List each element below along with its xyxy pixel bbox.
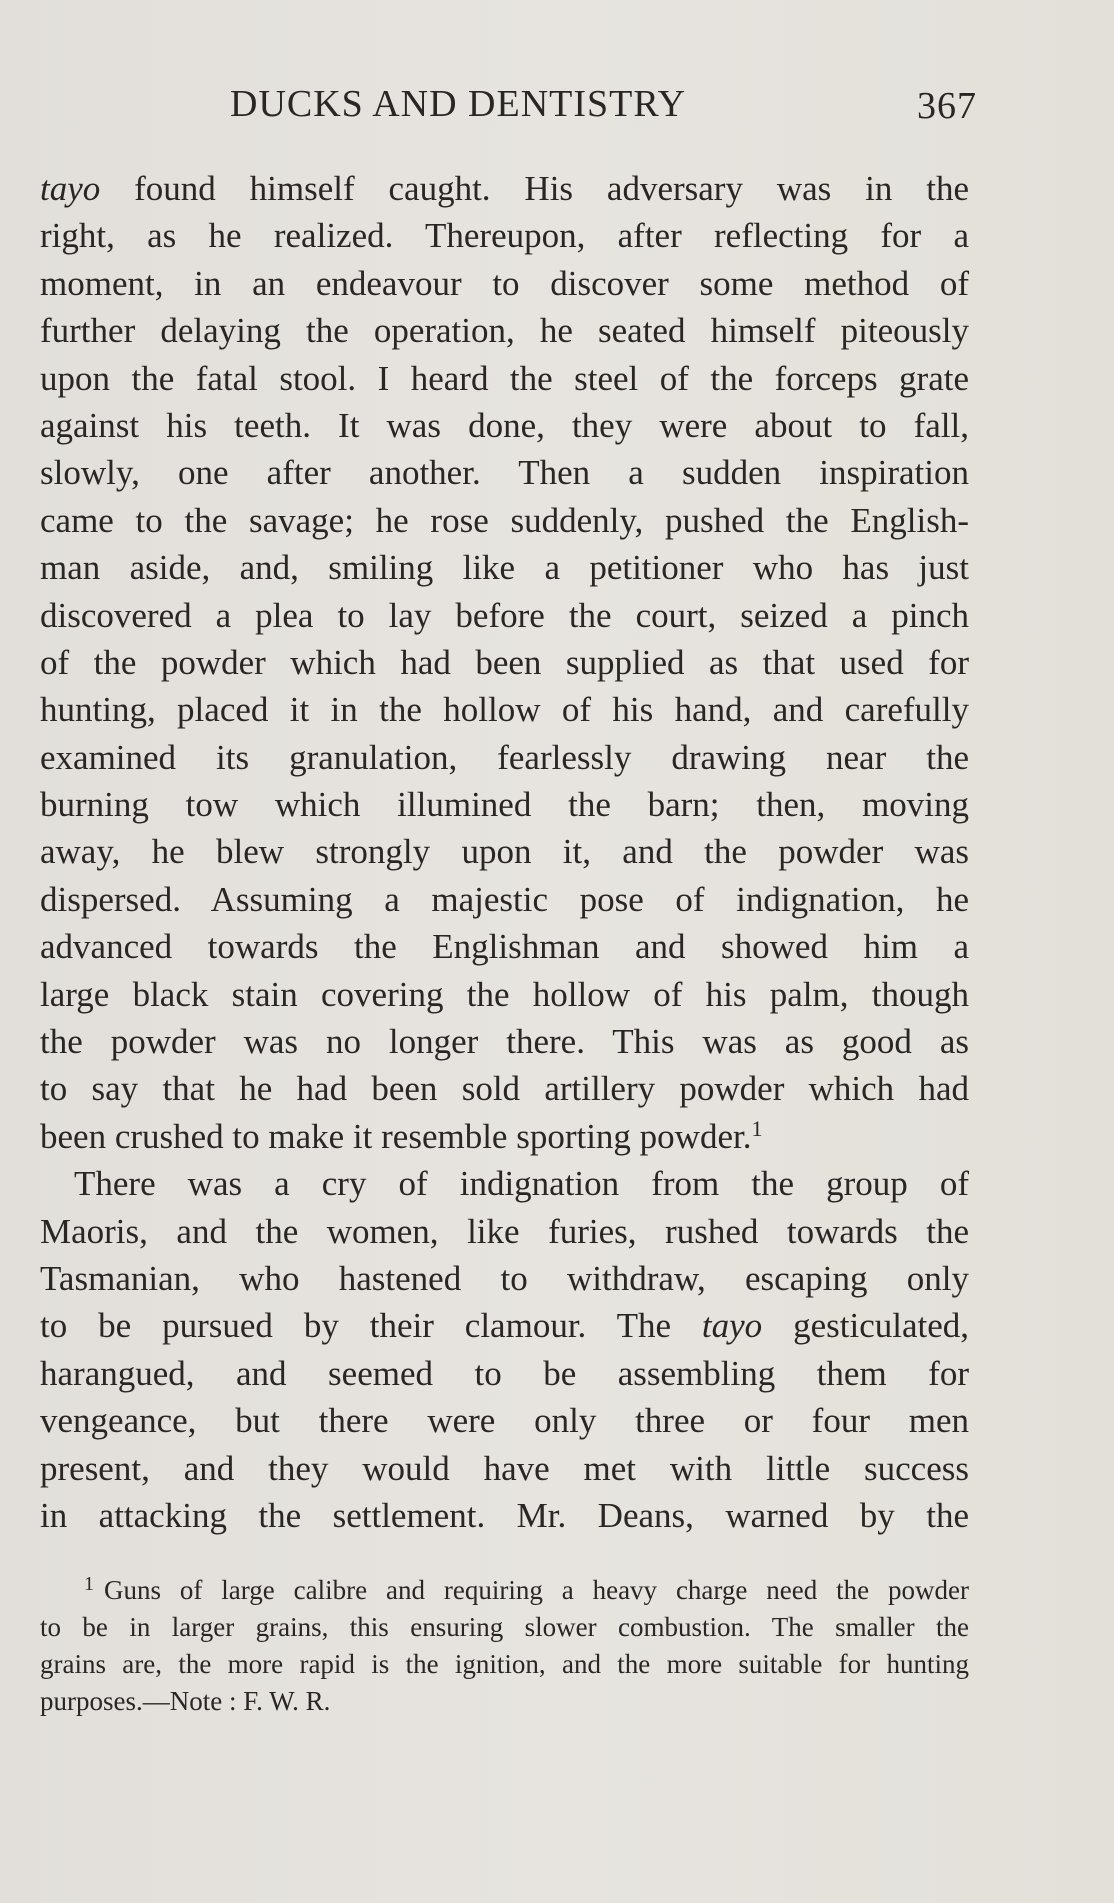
text-line: hunting, placed it in the hollow of his hand, and carefully <box>40 690 969 730</box>
footnote <box>40 1572 969 1720</box>
text-line <box>40 1302 969 1349</box>
running-head <box>40 82 1000 142</box>
footnote-line-content: Guns of large calibre and requiring a heavy charge need the powder <box>104 1575 969 1605</box>
italic-word: tayo <box>701 1306 763 1346</box>
text-line: in attacking the settlement. Mr. Deans, warned by the <box>40 1495 969 1535</box>
text-line: away, he blew strongly upon it, and the powder was <box>40 832 969 872</box>
text-line: further delaying the operation, he seated himself piteously <box>40 311 969 351</box>
running-title: DUCKS AND DENTISTRY <box>230 83 687 125</box>
text-line: examined its granulation, fearlessly drawing near the <box>40 737 969 777</box>
text-line: harangued, and seemed to be assembling them for <box>40 1353 969 1393</box>
footnote-line: to be in larger grains, this ensuring slower combustion. The smaller the <box>40 1612 969 1642</box>
text-line: man aside, and, smiling like a petitioner who has just <box>40 548 969 588</box>
footnote-marker: 1 <box>84 1573 94 1595</box>
text-line-content: to be pursued by their clamour. The <box>40 1306 702 1346</box>
footnote-line <box>40 1572 969 1609</box>
text-line: right, as he realized. Thereupon, after reflecting for a <box>40 216 969 256</box>
text-line: Maoris, and the women, like furies, rushed towards the <box>40 1211 969 1251</box>
text-line: large black stain covering the hollow of his palm, though <box>40 974 969 1014</box>
body-text <box>40 165 969 1539</box>
text-line: Tasmanian, who hastened to withdraw, escaping only <box>40 1258 969 1298</box>
text-line: came to the savage; he rose suddenly, pushed the English- <box>40 500 969 540</box>
italic-word: tayo <box>40 169 101 208</box>
text-line: dispersed. Assuming a majestic pose of indignation, he <box>40 879 969 919</box>
text-line: against his teeth. It was done, they were about to fall, <box>40 405 969 445</box>
text-line: There was a cry of indignation from the group of <box>74 1164 969 1204</box>
text-line: advanced towards the Englishman and showed him a <box>40 927 969 967</box>
text-line <box>40 1113 969 1160</box>
text-line: of the powder which had been supplied as that used for <box>40 642 969 682</box>
text-line-content: been crushed to make it resemble sporting powder. <box>40 1116 752 1156</box>
text-line: present, and they would have met with little success <box>40 1448 969 1488</box>
text-line: upon the fatal stool. I heard the steel of the forceps grate <box>40 358 969 398</box>
footnote-line: purposes.—Note : F. W. R. <box>40 1686 331 1716</box>
text-line-content: gesticulated, <box>762 1306 970 1346</box>
text-line: moment, in an endeavour to discover some method of <box>40 263 969 303</box>
text-line: vengeance, but there were only three or four men <box>40 1401 969 1441</box>
page-number: 367 <box>917 85 977 127</box>
text-line-content: found himself caught. His adversary was in the <box>100 169 969 208</box>
text-line: discovered a plea to lay before the court, seized a pinch <box>40 595 969 635</box>
text-line: the powder was no longer there. This was as good as <box>40 1022 969 1062</box>
footnote-line: grains are, the more rapid is the ignition, and the more suitable for hunting <box>40 1649 969 1679</box>
footnote-reference[interactable]: 1 <box>751 1115 763 1141</box>
text-line: to say that he had been sold artillery powder which had <box>40 1069 969 1109</box>
text-line <box>40 165 969 212</box>
text-line: burning tow which illumined the barn; then, moving <box>40 785 969 825</box>
text-line: slowly, one after another. Then a sudden inspiration <box>40 453 969 493</box>
